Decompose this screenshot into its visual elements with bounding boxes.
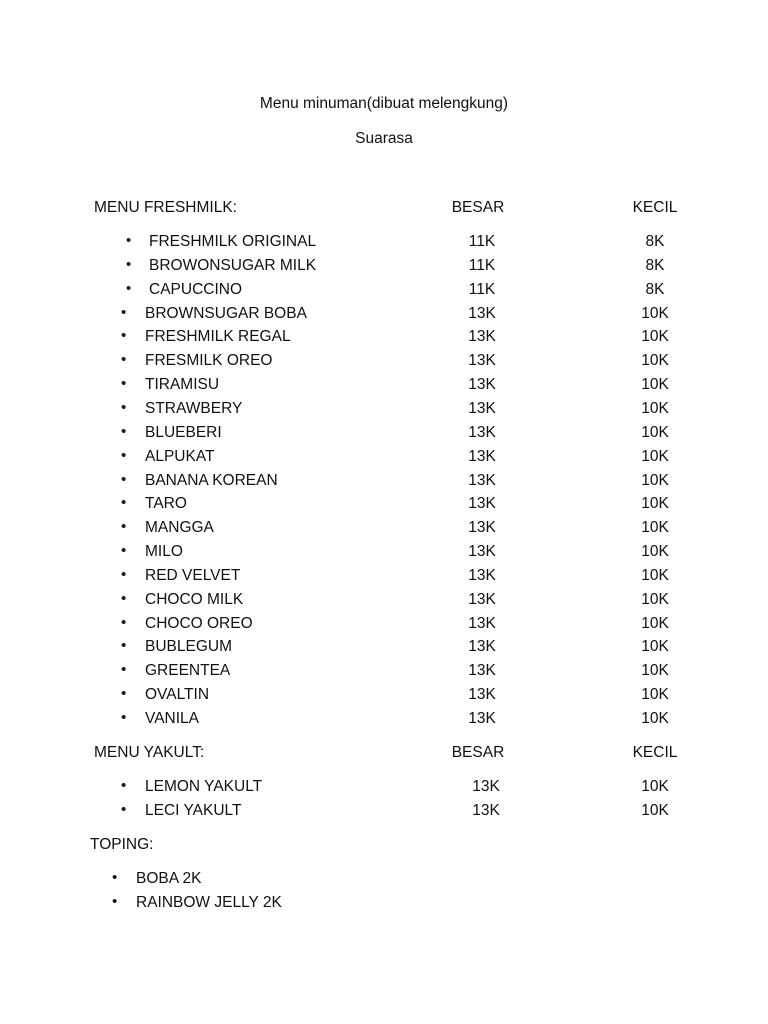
price-kecil: 8K bbox=[645, 280, 665, 298]
price-kecil: 10K bbox=[641, 778, 669, 795]
price-kecil: 10K bbox=[641, 352, 669, 370]
price-besar: 13K bbox=[468, 352, 496, 370]
price-besar: 13K bbox=[468, 710, 496, 727]
menu-item-name: CAPUCCINO bbox=[149, 280, 243, 298]
price-besar: 13K bbox=[468, 638, 496, 656]
price-besar: 13K bbox=[472, 778, 500, 795]
menu-item-row bbox=[0, 424, 768, 446]
price-besar: 13K bbox=[472, 802, 500, 819]
menu-item-row bbox=[0, 352, 768, 374]
bullet-icon: • bbox=[121, 709, 127, 726]
bullet-icon: • bbox=[121, 398, 127, 416]
toping-item-row bbox=[0, 894, 768, 916]
menu-item-row bbox=[0, 638, 768, 660]
price-kecil: 10K bbox=[641, 399, 669, 417]
freshmilk-kecil-column-header: KECIL bbox=[632, 199, 678, 216]
menu-item-row bbox=[0, 472, 768, 494]
menu-item-name: BROWNSUGAR BOBA bbox=[145, 304, 307, 322]
bullet-icon: • bbox=[121, 351, 127, 369]
bullet-icon: • bbox=[112, 869, 118, 886]
toping-item-row bbox=[0, 870, 768, 892]
menu-item-row bbox=[0, 662, 768, 684]
menu-item-name: BLUEBERI bbox=[145, 423, 222, 441]
menu-item-row bbox=[0, 233, 768, 255]
bullet-icon: • bbox=[121, 637, 127, 655]
price-kecil: 10K bbox=[641, 447, 669, 465]
price-besar: 13K bbox=[468, 399, 496, 417]
bullet-icon: • bbox=[121, 613, 127, 631]
price-kecil: 10K bbox=[641, 376, 669, 394]
menu-item-name: RED VELVET bbox=[145, 566, 241, 584]
price-besar: 13K bbox=[468, 519, 496, 537]
price-kecil: 10K bbox=[641, 495, 669, 513]
bullet-icon: • bbox=[121, 589, 127, 607]
menu-item-row bbox=[0, 495, 768, 517]
bullet-icon: • bbox=[121, 661, 127, 679]
price-besar: 11K bbox=[468, 280, 496, 298]
menu-item-row bbox=[0, 802, 768, 824]
price-besar: 13K bbox=[468, 614, 496, 632]
menu-item-name: BROWONSUGAR MILK bbox=[149, 256, 317, 274]
price-besar: 13K bbox=[468, 376, 496, 394]
price-besar: 13K bbox=[468, 423, 496, 441]
menu-item-name: CHOCO OREO bbox=[145, 614, 253, 632]
price-besar: 11K bbox=[468, 256, 496, 274]
price-kecil: 10K bbox=[641, 662, 669, 680]
toping-header-row bbox=[0, 836, 768, 858]
menu-item-name: FRESHMILK ORIGINAL bbox=[149, 233, 317, 250]
document-title: Menu minuman(dibuat melengkung) bbox=[259, 95, 509, 112]
bullet-icon: • bbox=[126, 232, 132, 249]
bullet-icon: • bbox=[121, 422, 127, 440]
menu-item-name: BUBLEGUM bbox=[145, 638, 232, 656]
menu-item-row bbox=[0, 567, 768, 589]
price-kecil: 10K bbox=[641, 686, 669, 704]
menu-item-row bbox=[0, 257, 768, 279]
price-besar: 11K bbox=[468, 233, 496, 250]
menu-item-row bbox=[0, 686, 768, 708]
menu-item-name: MILO bbox=[145, 543, 183, 561]
menu-item-row bbox=[0, 778, 768, 800]
yakult-section-heading: MENU YAKULT: bbox=[94, 744, 205, 761]
bullet-icon: • bbox=[126, 255, 132, 273]
yakult-besar-column-header: BESAR bbox=[451, 744, 505, 761]
bullet-icon: • bbox=[121, 327, 127, 345]
menu-item-name: CHOCO MILK bbox=[145, 590, 244, 608]
document-subtitle: Suarasa bbox=[355, 130, 413, 147]
toping-item-name: RAINBOW JELLY 2K bbox=[136, 894, 282, 911]
bullet-icon: • bbox=[126, 279, 132, 297]
price-kecil: 10K bbox=[641, 590, 669, 608]
price-kecil: 10K bbox=[641, 710, 669, 727]
menu-item-row bbox=[0, 305, 768, 327]
bullet-icon: • bbox=[121, 518, 127, 536]
menu-item-row bbox=[0, 448, 768, 470]
menu-item-name: TIRAMISU bbox=[145, 376, 220, 394]
price-kecil: 10K bbox=[641, 519, 669, 537]
bullet-icon: • bbox=[121, 777, 127, 794]
yakult-kecil-column-header: KECIL bbox=[632, 744, 678, 761]
menu-item-name: BANANA KOREAN bbox=[145, 471, 278, 489]
price-kecil: 10K bbox=[641, 304, 669, 322]
price-kecil: 10K bbox=[641, 566, 669, 584]
menu-item-row bbox=[0, 543, 768, 565]
price-kecil: 10K bbox=[641, 471, 669, 489]
price-kecil: 8K bbox=[645, 256, 665, 274]
toping-item-name: BOBA 2K bbox=[136, 870, 202, 887]
menu-item-name: LEMON YAKULT bbox=[145, 778, 263, 795]
freshmilk-section-heading: MENU FRESHMILK: bbox=[94, 199, 237, 216]
bullet-icon: • bbox=[121, 446, 127, 464]
menu-item-row bbox=[0, 376, 768, 398]
price-kecil: 10K bbox=[641, 614, 669, 632]
price-besar: 13K bbox=[468, 590, 496, 608]
bullet-icon: • bbox=[121, 801, 127, 818]
menu-item-name: FRESMILK OREO bbox=[145, 352, 273, 370]
menu-item-row bbox=[0, 400, 768, 422]
price-besar: 13K bbox=[468, 662, 496, 680]
price-besar: 13K bbox=[468, 543, 496, 561]
bullet-icon: • bbox=[121, 565, 127, 583]
menu-item-row bbox=[0, 519, 768, 541]
menu-item-row bbox=[0, 615, 768, 637]
menu-item-row bbox=[0, 328, 768, 350]
menu-item-row bbox=[0, 710, 768, 732]
menu-item-name: MANGGA bbox=[145, 519, 214, 537]
menu-item-name: GREENTEA bbox=[145, 662, 231, 680]
menu-item-name: FRESHMILK REGAL bbox=[145, 328, 291, 346]
price-besar: 13K bbox=[468, 447, 496, 465]
bullet-icon: • bbox=[121, 303, 127, 321]
bullet-icon: • bbox=[121, 685, 127, 703]
price-kecil: 10K bbox=[641, 423, 669, 441]
bullet-icon: • bbox=[121, 542, 127, 560]
menu-item-row bbox=[0, 591, 768, 613]
menu-item-name: LECI YAKULT bbox=[145, 802, 242, 819]
price-kecil: 8K bbox=[645, 233, 665, 250]
price-besar: 13K bbox=[468, 686, 496, 704]
price-kecil: 10K bbox=[641, 543, 669, 561]
price-besar: 13K bbox=[468, 566, 496, 584]
price-besar: 13K bbox=[468, 495, 496, 513]
menu-item-name: OVALTIN bbox=[145, 686, 210, 704]
menu-item-name: STRAWBERY bbox=[145, 399, 243, 417]
price-kecil: 10K bbox=[641, 328, 669, 346]
bullet-icon: • bbox=[121, 375, 127, 393]
price-kecil: 10K bbox=[641, 802, 669, 819]
freshmilk-header-row bbox=[0, 199, 768, 221]
price-besar: 13K bbox=[468, 471, 496, 489]
price-besar: 13K bbox=[468, 328, 496, 346]
bullet-icon: • bbox=[121, 470, 127, 488]
bullet-icon: • bbox=[121, 494, 127, 512]
menu-item-row bbox=[0, 281, 768, 303]
price-kecil: 10K bbox=[641, 638, 669, 656]
yakult-header-row bbox=[0, 744, 768, 766]
menu-item-name: TARO bbox=[145, 495, 187, 513]
menu-item-name: VANILA bbox=[145, 710, 199, 727]
price-besar: 13K bbox=[468, 304, 496, 322]
toping-section-heading: TOPING: bbox=[90, 836, 154, 853]
bullet-icon: • bbox=[112, 893, 118, 910]
menu-item-name: ALPUKAT bbox=[145, 447, 215, 465]
freshmilk-besar-column-header: BESAR bbox=[451, 199, 505, 216]
